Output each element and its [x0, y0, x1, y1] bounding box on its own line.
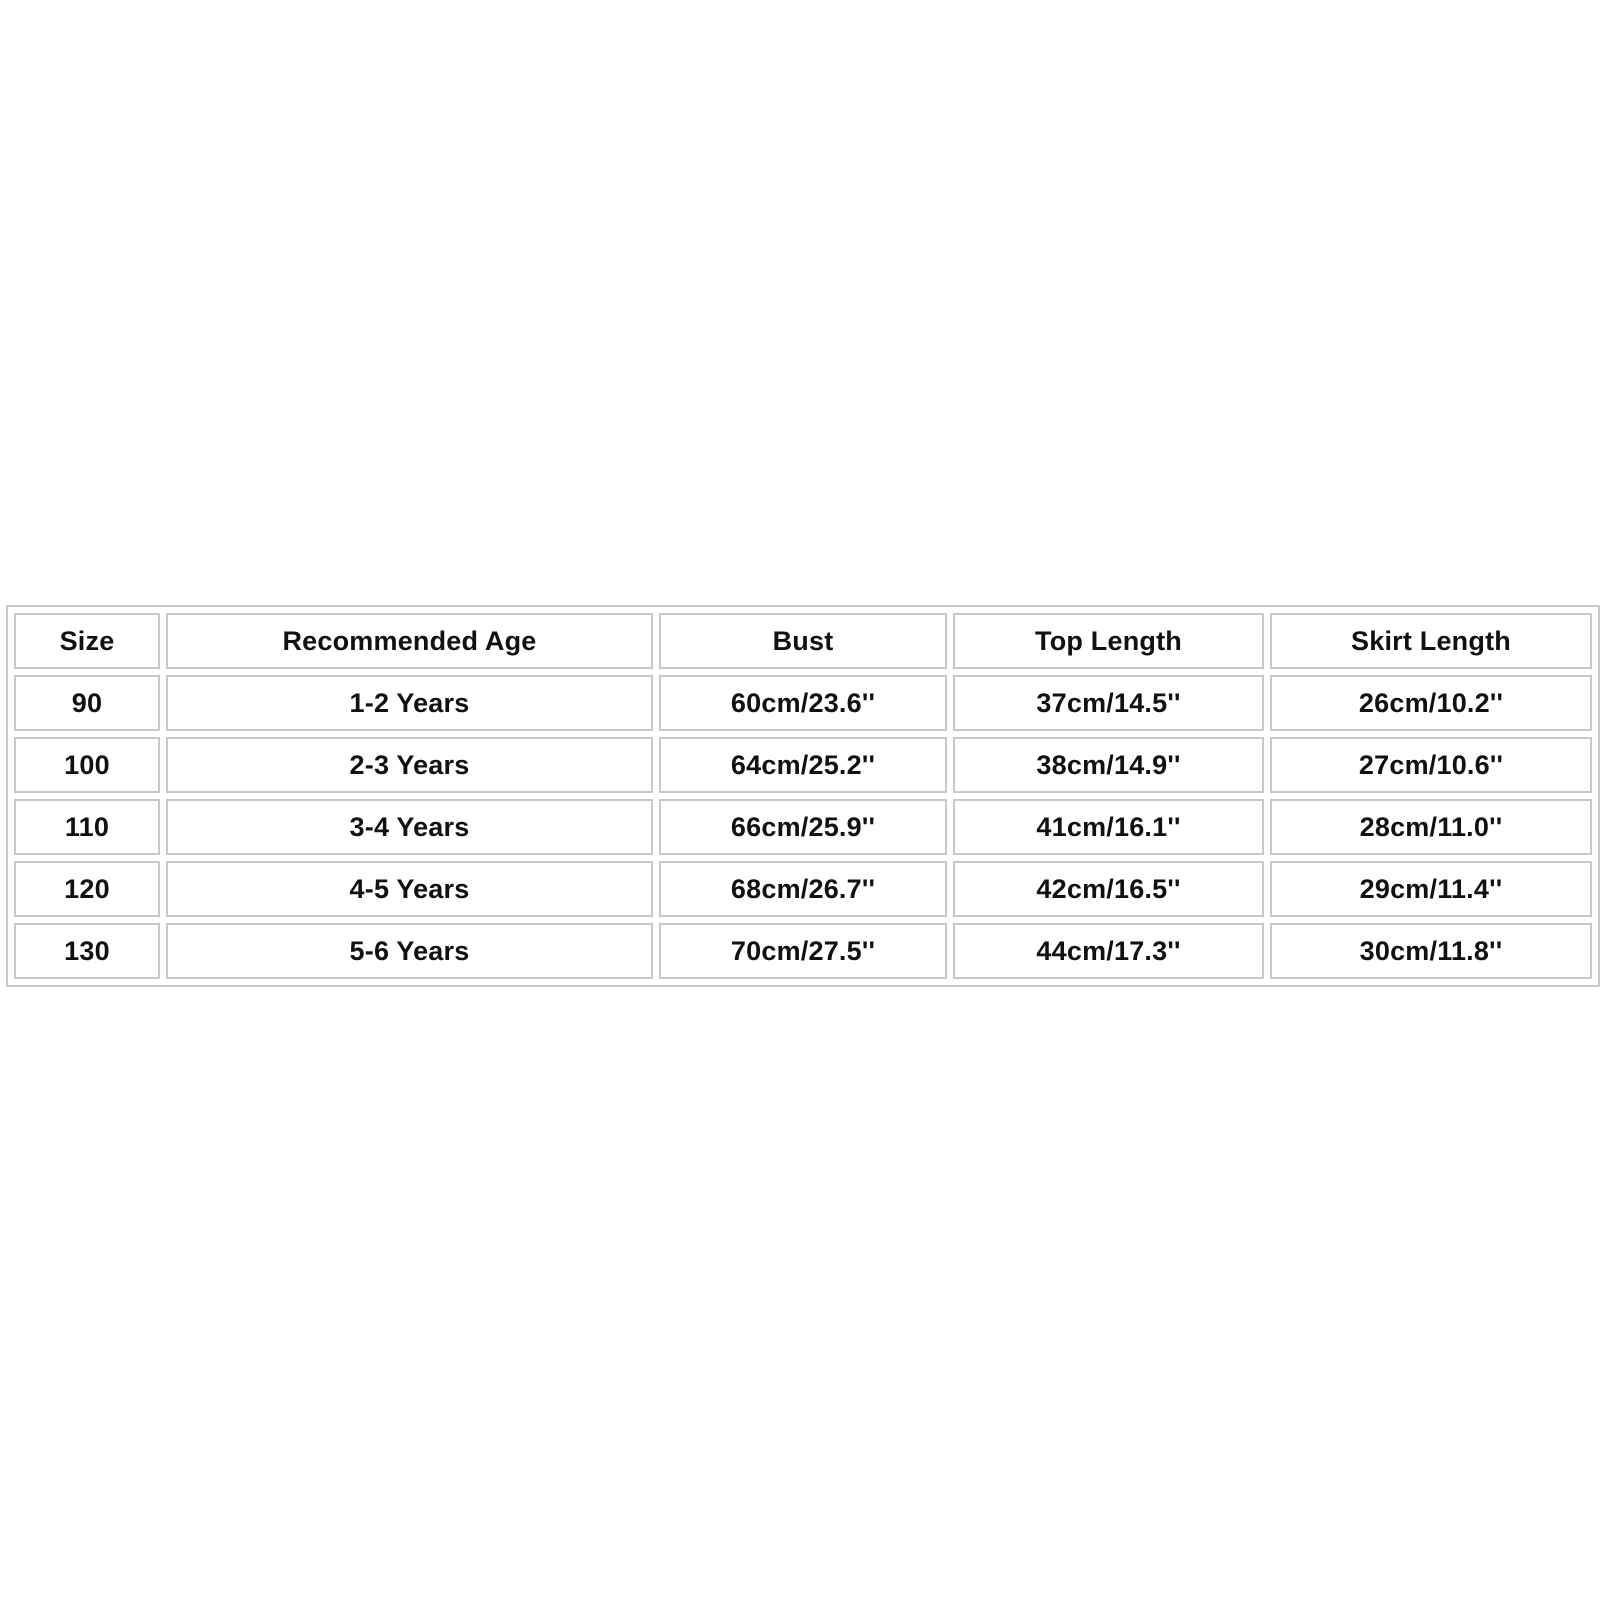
- table-row: [14, 675, 1592, 731]
- table-row: [14, 799, 1592, 855]
- cell-size: 100: [14, 737, 160, 793]
- header-recommended-age: Recommended Age: [166, 613, 653, 669]
- cell-recommended-age: 4-5 Years: [166, 861, 653, 917]
- cell-top-length: 42cm/16.5'': [953, 861, 1264, 917]
- cell-top-length: 44cm/17.3'': [953, 923, 1264, 979]
- cell-top-length: 38cm/14.9'': [953, 737, 1264, 793]
- cell-size: 110: [14, 799, 160, 855]
- cell-recommended-age: 1-2 Years: [166, 675, 653, 731]
- table-row: [14, 861, 1592, 917]
- header-skirt-length: Skirt Length: [1270, 613, 1592, 669]
- header-size: Size: [14, 613, 160, 669]
- size-chart-table: [6, 605, 1600, 987]
- table-header-row: [14, 613, 1592, 669]
- cell-bust: 60cm/23.6'': [659, 675, 947, 731]
- table-row: [14, 737, 1592, 793]
- header-top-length: Top Length: [953, 613, 1264, 669]
- table-row: [14, 923, 1592, 979]
- cell-recommended-age: 2-3 Years: [166, 737, 653, 793]
- cell-size: 90: [14, 675, 160, 731]
- cell-skirt-length: 30cm/11.8'': [1270, 923, 1592, 979]
- cell-skirt-length: 27cm/10.6'': [1270, 737, 1592, 793]
- cell-recommended-age: 3-4 Years: [166, 799, 653, 855]
- header-bust: Bust: [659, 613, 947, 669]
- cell-skirt-length: 29cm/11.4'': [1270, 861, 1592, 917]
- cell-size: 120: [14, 861, 160, 917]
- cell-skirt-length: 28cm/11.0'': [1270, 799, 1592, 855]
- cell-bust: 66cm/25.9'': [659, 799, 947, 855]
- cell-skirt-length: 26cm/10.2'': [1270, 675, 1592, 731]
- cell-bust: 70cm/27.5'': [659, 923, 947, 979]
- cell-top-length: 41cm/16.1'': [953, 799, 1264, 855]
- cell-bust: 68cm/26.7'': [659, 861, 947, 917]
- cell-top-length: 37cm/14.5'': [953, 675, 1264, 731]
- cell-bust: 64cm/25.2'': [659, 737, 947, 793]
- cell-size: 130: [14, 923, 160, 979]
- cell-recommended-age: 5-6 Years: [166, 923, 653, 979]
